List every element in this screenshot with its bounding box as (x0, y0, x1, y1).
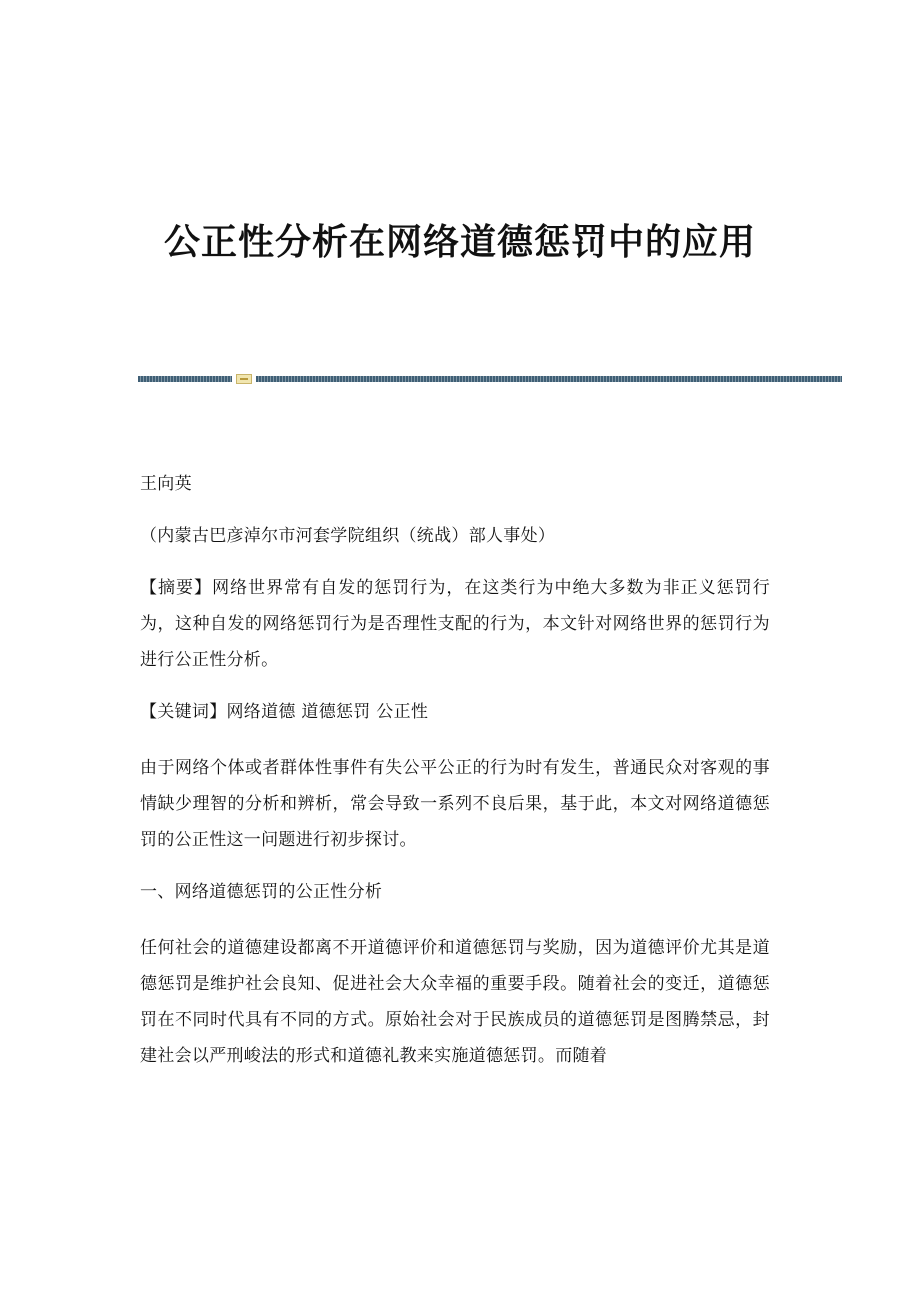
intro-paragraph: 由于网络个体或者群体性事件有失公平公正的行为时有发生，普通民众对客观的事情缺少理智的分析和辨析，常会导致一系列不良后果，基于此，本文对网络道德惩罚的公正性这一问题进行初步探讨。 (140, 758, 770, 850)
section-paragraph: 任何社会的道德建设都离不开道德评价和道德惩罚与奖励，因为道德评价尤其是道德惩罚是维护社会良知、促进社会大众幸福的重要手段。随着社会的变迁，道德惩罚在不同时代具有不同的方式。原始社会对于民族成员的道德惩罚是图腾禁忌，封建社会以严刑峻法的形式和道德礼教来实施道德惩罚。而随着 (140, 938, 770, 1066)
article-body (140, 466, 770, 1074)
keywords: 【关键词】网络道德 道德惩罚 公正性 (140, 702, 429, 722)
title-divider (138, 374, 842, 384)
divider-bar-right (256, 376, 842, 382)
section-heading: 一、网络道德惩罚的公正性分析 (140, 882, 383, 902)
divider-emblem-icon (236, 374, 252, 384)
author-affiliation: （内蒙古巴彦淖尔市河套学院组织（统战）部人事处） (140, 526, 556, 546)
author-name: 王向英 (140, 474, 192, 494)
abstract: 【摘要】网络世界常有自发的惩罚行为，在这类行为中绝大多数为非正义惩罚行为，这种自发的网络惩罚行为是否理性支配的行为，本文针对网络世界的惩罚行为进行公正性分析。 (140, 578, 770, 670)
page-title: 公正性分析在网络道德惩罚中的应用 (163, 221, 756, 263)
divider-bar-left (138, 376, 232, 382)
